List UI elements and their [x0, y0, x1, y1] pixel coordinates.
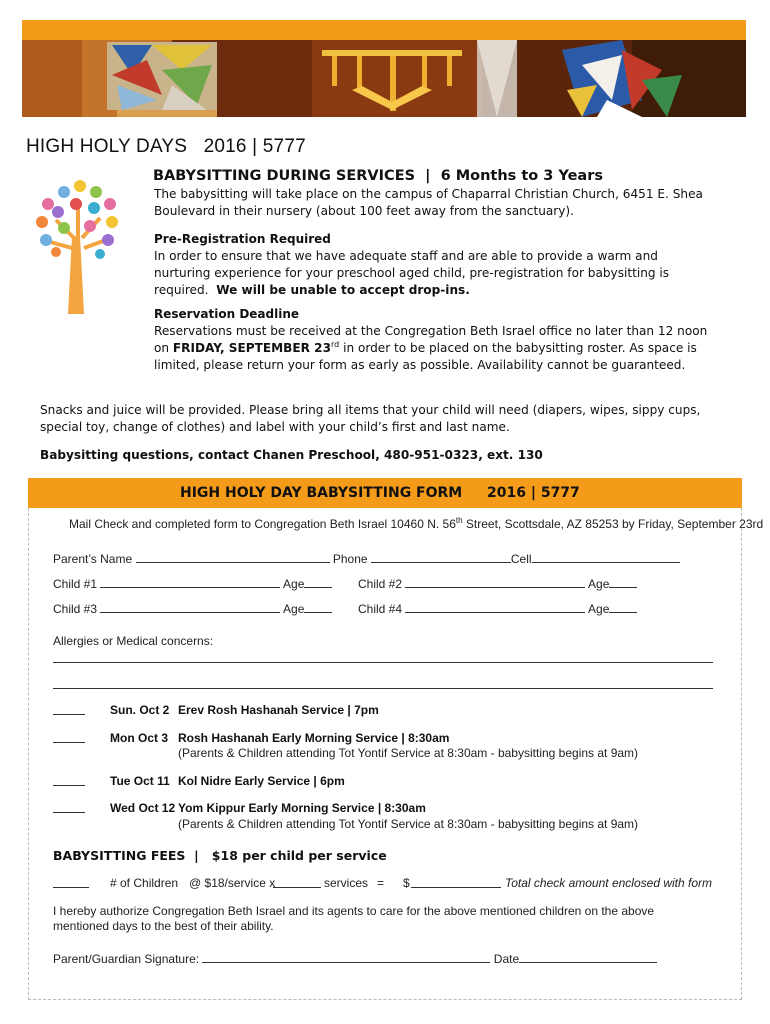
equals-sign: = [377, 876, 385, 890]
subhead-ages: 6 Months to 3 Years [440, 168, 603, 184]
child-3-label: Child #3 [53, 602, 98, 616]
dollar-sign: $ [403, 876, 410, 890]
fees-title: BABYSITTING FEES [53, 848, 186, 863]
allergies-line-1[interactable] [53, 662, 713, 663]
service-1-day: Sun. Oct 2 [110, 703, 170, 717]
child-2-name-field[interactable] [405, 576, 585, 588]
hands-tree-illustration [28, 176, 128, 316]
mail-suffix: th [455, 516, 463, 525]
child-4-name-field[interactable] [405, 601, 585, 613]
page-title [26, 136, 306, 158]
parent-name-field[interactable] [136, 551, 330, 563]
phone-field[interactable] [371, 551, 511, 563]
child-2-age-label: Age [588, 577, 610, 591]
top-accent-bar [22, 20, 746, 40]
reservation-date-suffix: rd [331, 339, 340, 349]
child-1-row [53, 576, 332, 591]
child-4-row [358, 601, 637, 616]
reservation-heading: Reservation Deadline [154, 307, 300, 321]
tree-icon [28, 176, 128, 316]
subhead-separator: | [425, 168, 431, 184]
date-label: Date [493, 952, 520, 966]
children-count-label: # of Children [110, 876, 179, 890]
children-count-field[interactable] [53, 877, 89, 888]
cell-field[interactable] [532, 551, 680, 563]
stained-glass-banner [22, 40, 746, 117]
signature-label: Parent/Guardian Signature: [53, 952, 200, 966]
service-1-checkbox[interactable] [53, 704, 85, 715]
child-4-age-label: Age [588, 602, 610, 616]
child-2-label: Child #2 [358, 577, 403, 591]
child-1-name-field[interactable] [100, 576, 280, 588]
services-label: services [324, 876, 369, 890]
allergies-line-2[interactable] [53, 688, 713, 689]
parent-name-label: Parent’s Name [53, 552, 133, 566]
authorization-text: I hereby authorize Congregation Beth Israel and its agents to care for the above mentioned children on the above mentioned days to the best of their ability. [53, 904, 655, 933]
preregistration-heading: Pre-Registration Required [154, 232, 331, 246]
contact-line: Babysitting questions, contact Chanen Preschool, 480-951-0323, ext. 130 [40, 448, 543, 462]
child-4-label: Child #4 [358, 602, 403, 616]
child-3-age-label: Age [283, 602, 305, 616]
preregistration-paragraph [154, 248, 714, 298]
service-3-day: Tue Oct 11 [110, 774, 170, 788]
service-1-name: Erev Rosh Hashanah Service | 7pm [178, 703, 379, 717]
service-3-name: Kol Nidre Early Service | 6pm [178, 774, 345, 788]
date-field[interactable] [519, 951, 657, 963]
snacks-paragraph: Snacks and juice will be provided. Please bring all items that your child will need (diapers, wipes, sippy cups, special toy, change of clothes) and label with your child’s first and last name. [40, 403, 701, 434]
child-4-age-field[interactable] [609, 601, 637, 613]
mail-text-b: Street, Scottsdale, AZ 85253 by Friday, September 23rd [462, 517, 764, 531]
service-4-name: Yom Kippur Early Morning Service | 8:30am [178, 801, 426, 815]
total-amount-field[interactable] [411, 877, 501, 888]
child-1-age-label: Age [283, 577, 305, 591]
allergies-label: Allergies or Medical concerns: [53, 634, 214, 648]
child-3-name-field[interactable] [100, 601, 280, 613]
child-2-row [358, 576, 637, 591]
page-title-year: 2016 | 5777 [203, 136, 306, 157]
service-2-note: (Parents & Children attending Tot Yontif Service at 8:30am - babysitting begins at 9am) [178, 746, 639, 760]
service-4-note: (Parents & Children attending Tot Yontif Service at 8:30am - babysitting begins at 9am) [178, 817, 639, 831]
rate-label: @ $18/service x [189, 876, 276, 890]
parent-name-row [53, 551, 680, 566]
fees-rate: $18 per child per service [211, 848, 387, 863]
reservation-text-b: in order to be placed on the babysitting roster. As space is limited, please return your form as early as possible. Availability cannot be guaranteed. [154, 340, 697, 372]
services-count-field[interactable] [273, 877, 321, 888]
intro-paragraph: The babysitting will take place on the campus of Chaparral Christian Church, 6451 E. Shea Boulevard in their nursery (about 100 feet away from the sanctuary). [154, 187, 703, 218]
service-2-name: Rosh Hashanah Early Morning Service | 8:30am [178, 731, 450, 745]
subhead-title: BABYSITTING DURING SERVICES [153, 168, 416, 184]
fees-separator: | [194, 848, 199, 863]
service-4-day: Wed Oct 12 [110, 801, 176, 815]
preregistration-text: In order to ensure that we have adequate staff and are able to provide a warm and nurturing experience for your preschool aged child, pre-registration for babysitting is required. [154, 249, 670, 297]
form-year: 2016 | 5777 [487, 485, 580, 501]
total-label: Total check amount enclosed with form [505, 876, 712, 890]
mail-instructions [69, 517, 763, 531]
service-3-checkbox[interactable] [53, 775, 85, 786]
child-1-label: Child #1 [53, 577, 98, 591]
service-4-checkbox[interactable] [53, 802, 85, 813]
reservation-date: FRIDAY, SEPTEMBER 23 [172, 340, 332, 355]
mail-text-a: Mail Check and completed form to Congregation Beth Israel 10460 N. 56 [69, 517, 456, 531]
phone-label: Phone [332, 552, 368, 566]
fees-heading [53, 848, 387, 863]
service-2-checkbox[interactable] [53, 732, 85, 743]
signature-field[interactable] [202, 951, 490, 963]
cell-label: Cell [510, 552, 532, 566]
service-2-day: Mon Oct 3 [110, 731, 169, 745]
page-title-text: HIGH HOLY DAYS [26, 136, 188, 157]
no-dropins-note: We will be unable to accept drop-ins. [216, 282, 470, 297]
signature-row [53, 951, 657, 966]
form-title: HIGH HOLY DAY BABYSITTING FORM [180, 485, 463, 501]
babysitting-subhead [153, 168, 603, 184]
child-1-age-field[interactable] [304, 576, 332, 588]
reservation-paragraph [154, 323, 714, 373]
child-3-row [53, 601, 332, 616]
reservation-text-a: Reservations must be received at the Congregation Beth Israel office no later than 12 noon on [154, 324, 708, 355]
banner-artwork [22, 40, 746, 117]
child-2-age-field[interactable] [609, 576, 637, 588]
child-3-age-field[interactable] [304, 601, 332, 613]
